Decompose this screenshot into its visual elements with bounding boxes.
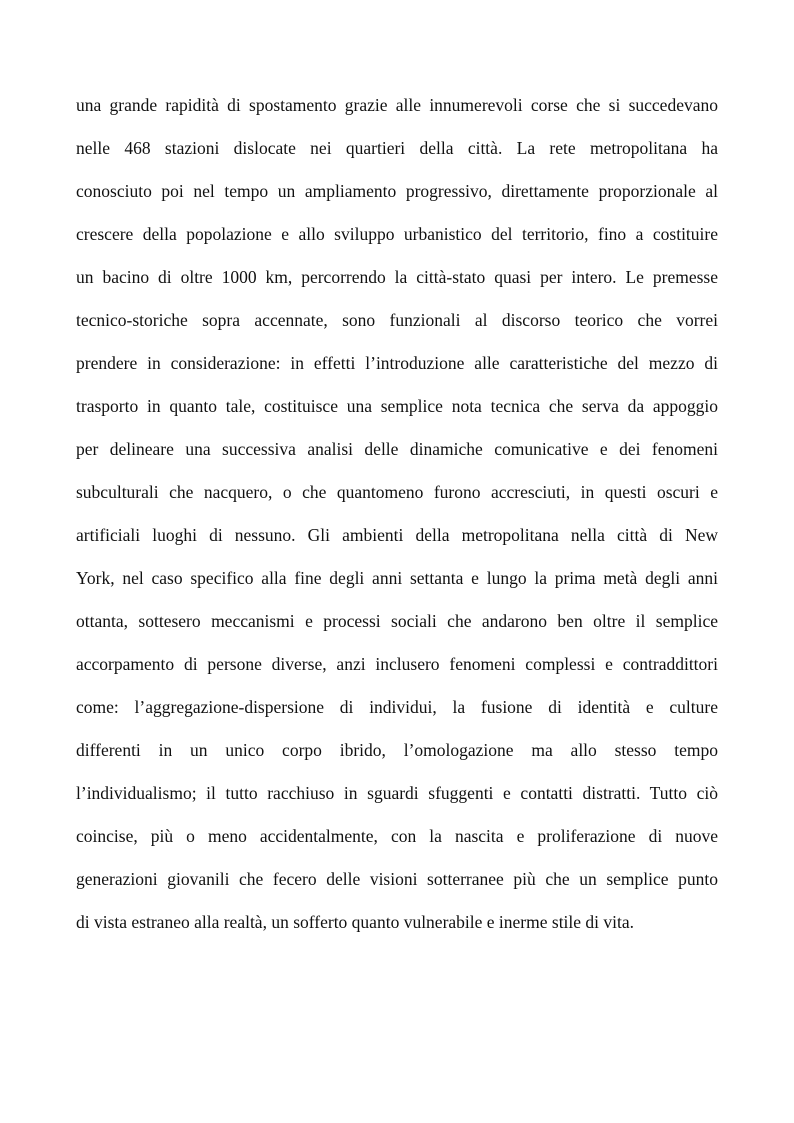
text-line: una grande rapidità di spostamento grazie alle innumerevoli corse che si succedevano <box>76 95 718 115</box>
text-line-last: di vista estraneo alla realtà, un sofferto quanto vulnerabile e inerme stile di vita. <box>76 912 635 932</box>
text-line: come: l’aggregazione-dispersione di individui, la fusione di identità e culture <box>76 697 718 717</box>
text-line: generazioni giovanili che fecero delle visioni sotterranee più che un semplice punto <box>76 869 718 889</box>
text-line: prendere in considerazione: in effetti l’introduzione alle caratteristiche del mezzo di <box>76 353 718 373</box>
text-line: ottanta, sottesero meccanismi e processi sociali che andarono ben oltre il semplice <box>76 611 718 631</box>
text-line: York, nel caso specifico alla fine degli anni settanta e lungo la prima metà degli anni <box>76 568 718 588</box>
body-paragraph <box>76 90 718 950</box>
text-line: crescere della popolazione e allo sviluppo urbanistico del territorio, fino a costituire <box>76 224 718 244</box>
text-line: l’individualismo; il tutto racchiuso in sguardi sfuggenti e contatti distratti. Tutto ciò <box>76 783 718 803</box>
text-line: differenti in un unico corpo ibrido, l’omologazione ma allo stesso tempo <box>76 740 718 760</box>
text-line: accorpamento di persone diverse, anzi inclusero fenomeni complessi e contraddittori <box>76 654 718 674</box>
text-line: tecnico-storiche sopra accennate, sono funzionali al discorso teorico che vorrei <box>76 310 718 330</box>
text-line: un bacino di oltre 1000 km, percorrendo la città-stato quasi per intero. Le premesse <box>76 267 718 287</box>
text-line: per delineare una successiva analisi delle dinamiche comunicative e dei fenomeni <box>76 439 718 459</box>
text-line: artificiali luoghi di nessuno. Gli ambienti della metropolitana nella città di New <box>76 525 718 545</box>
text-line: nelle 468 stazioni dislocate nei quartieri della città. La rete metropolitana ha <box>76 138 718 158</box>
text-line: coincise, più o meno accidentalmente, con la nascita e proliferazione di nuove <box>76 826 718 846</box>
text-line: subculturali che nacquero, o che quantomeno furono accresciuti, in questi oscuri e <box>76 482 718 502</box>
text-line: conosciuto poi nel tempo un ampliamento progressivo, direttamente proporzionale al <box>76 181 718 201</box>
text-line: trasporto in quanto tale, costituisce una semplice nota tecnica che serva da appoggio <box>76 396 718 416</box>
